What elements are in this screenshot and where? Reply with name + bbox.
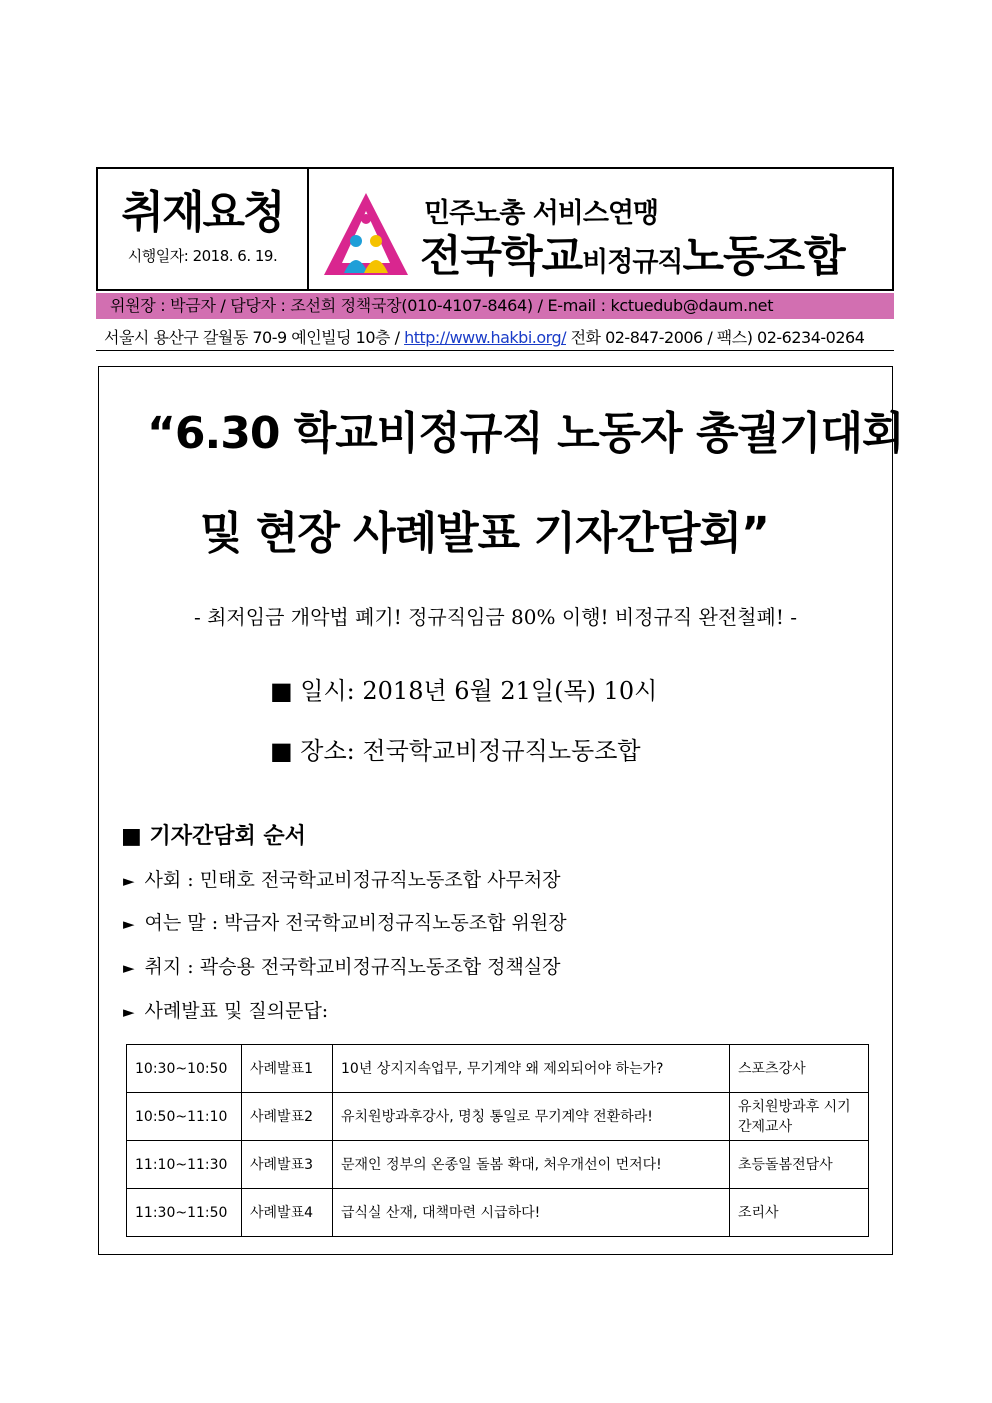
speaker-cell: 조리사 [730,1189,869,1237]
time-cell: 11:10~11:30 [127,1141,242,1189]
triangle-bullet-icon: ► [123,959,135,977]
session-label-cell: 사례발표2 [242,1093,333,1141]
event-date: ■ 일시: 2018년 6월 21일(목) 10시 [270,677,658,705]
triangle-bullet-icon: ► [123,1003,135,1021]
agenda-item [123,952,561,979]
agenda-item-text: 취지 : 곽승용 전국학교비정규직노동조합 정책실장 [144,956,561,978]
speaker-cell: 초등돌봄전담사 [730,1141,869,1189]
time-cell: 11:30~11:50 [127,1189,242,1237]
table-row [127,1093,869,1141]
federation-name: 민주노총 서비스연맹 [424,198,659,229]
table-row [127,1141,869,1189]
time-cell: 10:30~10:50 [127,1045,242,1093]
press-release-body [98,366,904,1255]
union-name [420,223,845,284]
schedule-table [126,1044,869,1237]
agenda-item [123,996,328,1023]
document-type-title: 취재요청 [121,187,284,238]
phone-fax: 전화 02-847-2006 / 팩스) 02-6234-0264 [565,328,865,347]
session-label-cell: 사례발표3 [242,1141,333,1189]
agenda-item-text: 여는 말 : 박금자 전국학교비정규직노동조합 위원장 [144,912,567,934]
triangle-bullet-icon: ► [123,915,135,933]
header-divider [307,169,309,289]
agenda-item [123,908,567,935]
speaker-cell: 스포츠강사 [730,1045,869,1093]
slogan: - 최저임금 개악법 폐기! 정규직임금 80% 이행! 비정규직 완전철폐! - [194,605,797,629]
issue-date: 시행일자: 2018. 6. 19. [127,247,278,265]
session-title-cell: 10년 상지지속업무, 무기계약 왜 제외되어야 하는가? [333,1045,730,1093]
session-title-cell: 문재인 정부의 온종일 돌봄 확대, 처우개선이 먼저다! [333,1141,730,1189]
agenda-item-text: 사례발표 및 질의문답: [144,1000,329,1022]
union-logo [320,185,890,285]
headline-line-1: “6.30 학교비정규직 노동자 총궐기대회 [147,408,904,459]
address-text: 서울시 용산구 갈월동 70-9 예인빌딩 10층 / [104,328,405,347]
union-name-part3: 노동조합 [682,232,845,282]
time-cell: 10:50~11:10 [127,1093,242,1141]
session-title-cell: 유치원방과후강사, 명칭 통일로 무기계약 전환하라! [333,1093,730,1141]
session-label-cell: 사례발표1 [242,1045,333,1093]
session-label-cell: 사례발표4 [242,1189,333,1237]
table-row [127,1189,869,1237]
agenda-item [123,865,561,892]
address-bar [96,325,894,351]
union-name-part2: 비정규직 [582,247,683,278]
union-name-part1: 전국학교 [420,232,583,282]
contact-bar: 위원장 : 박금자 / 담당자 : 조선희 정책국장(010-4107-8464) / E-mail : kctuedub@daum.net [96,293,894,319]
speaker-cell: 유치원방과후 시기간제교사 [730,1093,869,1141]
agenda-title: ■ 기자간담회 순서 [121,824,306,849]
headline-line-2: 및 현장 사례발표 기자간담회” [200,508,769,559]
event-place: ■ 장소: 전국학교비정규직노동조합 [270,737,641,765]
website-link[interactable]: http://www.hakbi.org/ [404,328,566,347]
letterhead [96,167,894,291]
people-triangle-logo-icon [320,189,412,279]
table-row [127,1045,869,1093]
agenda-item-text: 사회 : 민태호 전국학교비정규직노동조합 사무처장 [144,869,561,891]
session-title-cell: 급식실 산재, 대책마련 시급하다! [333,1189,730,1237]
triangle-bullet-icon: ► [123,872,135,890]
